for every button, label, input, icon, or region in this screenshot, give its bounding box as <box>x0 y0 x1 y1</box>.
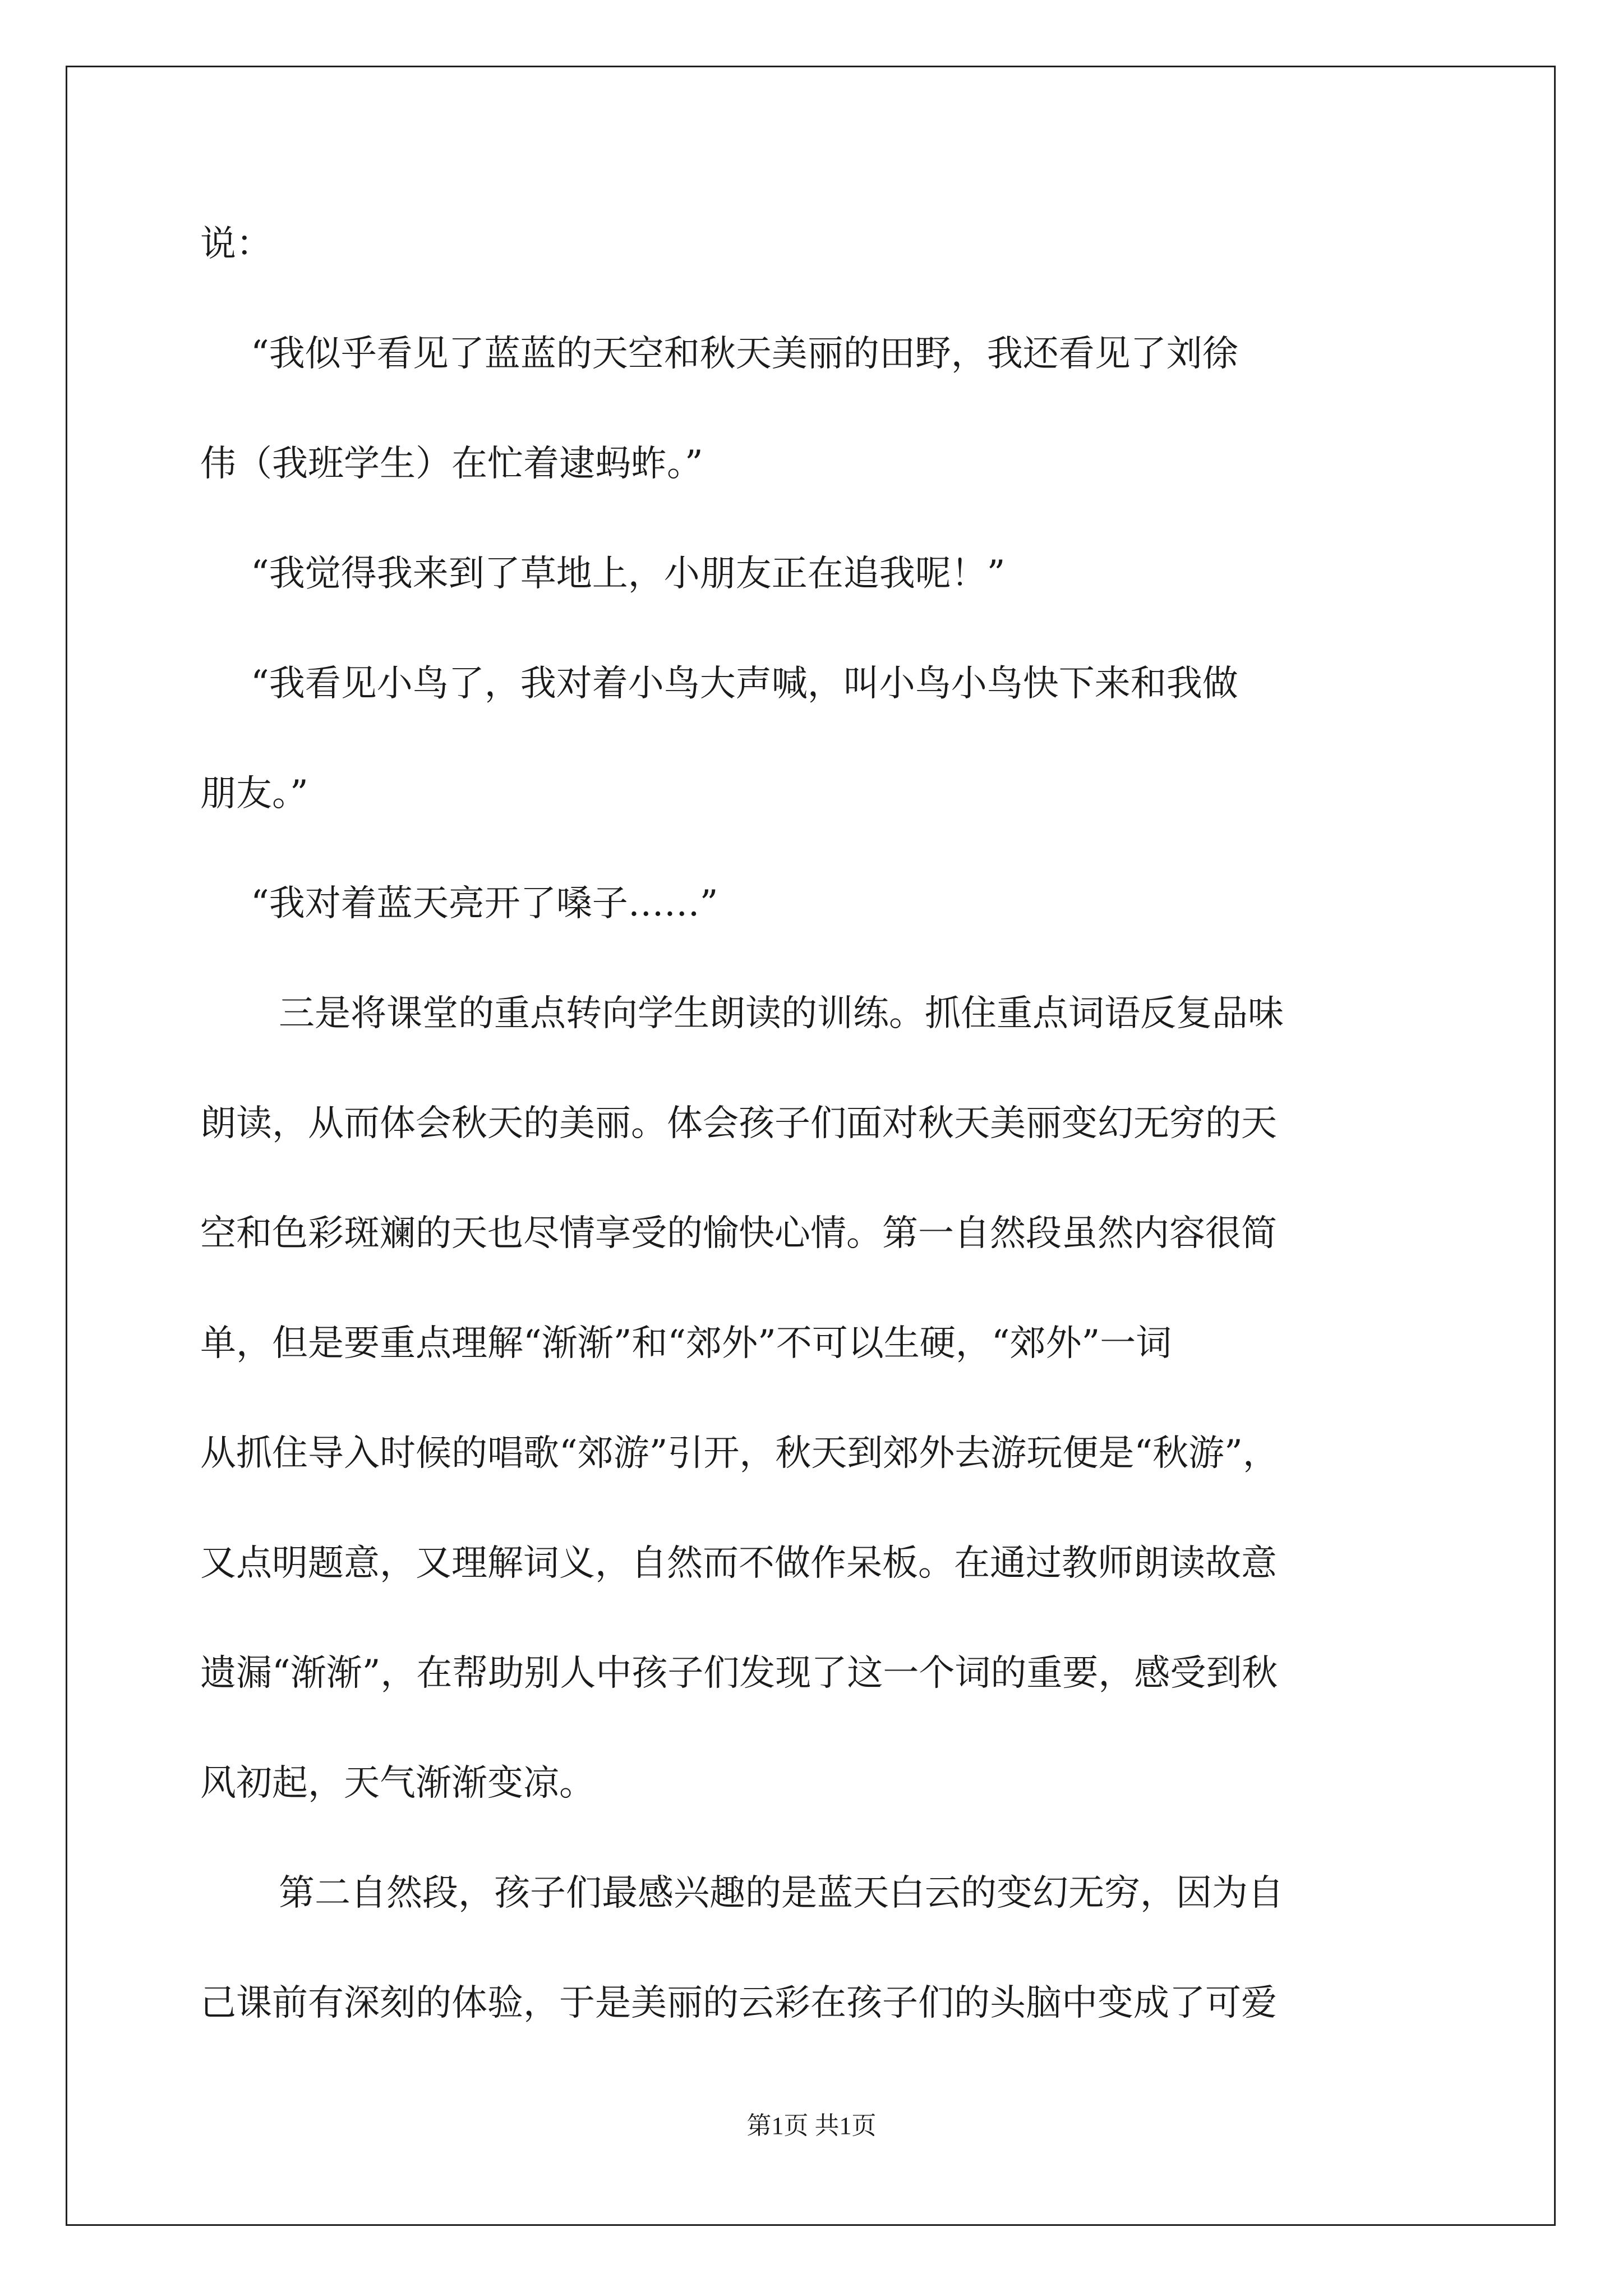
text-line: 伟（我班学生）在忙着逮蚂蚱。” <box>200 443 703 485</box>
text-line: 风初起，天气渐渐变凉。 <box>200 1763 595 1804</box>
text-line: 说： <box>200 223 272 265</box>
text-line: “我似乎看见了蓝蓝的天空和秋天美丽的田野，我还看见了刘徐 <box>251 333 1238 375</box>
text-line: 从抓住导入时候的唱歌“郊游”引开，秋天到郊外去游玩便是“秋游”， <box>200 1433 1279 1474</box>
text-line: 第二自然段，孩子们最感兴趣的是蓝天白云的变幻无穷，因为自 <box>279 1872 1284 1914</box>
text-line: “我对着蓝天亮开了嗓子……” <box>251 883 718 924</box>
text-line: 朋友。” <box>200 773 308 815</box>
text-line: 单，但是要重点理解“渐渐”和“郊外”不可以生硬，“郊外”一词 <box>200 1323 1172 1364</box>
text-line: “我看见小鸟了，我对着小鸟大声喊，叫小鸟小鸟快下来和我做 <box>251 663 1238 705</box>
text-line: “我觉得我来到了草地上，小朋友正在追我呢！” <box>251 553 1006 595</box>
text-line: 又点明题意，又理解词义，自然而不做作呆板。在通过教师朗读故意 <box>200 1543 1277 1584</box>
text-line: 三是将课堂的重点转向学生朗读的训练。抓住重点词语反复品味 <box>279 993 1284 1034</box>
text-line: 遗漏“渐渐”，在帮助别人中孩子们发现了这一个词的重要，感受到秋 <box>200 1653 1278 1694</box>
text-line: 己课前有深刻的体验，于是美丽的云彩在孩子们的头脑中变成了可爱 <box>200 1982 1277 2024</box>
text-line: 空和色彩斑斓的天也尽情享受的愉快心情。第一自然段虽然内容很简 <box>200 1213 1277 1254</box>
text-line: 朗读，从而体会秋天的美丽。体会孩子们面对秋天美丽变幻无穷的天 <box>200 1103 1277 1144</box>
page-footer: 第1页 共1页 <box>746 2112 877 2139</box>
